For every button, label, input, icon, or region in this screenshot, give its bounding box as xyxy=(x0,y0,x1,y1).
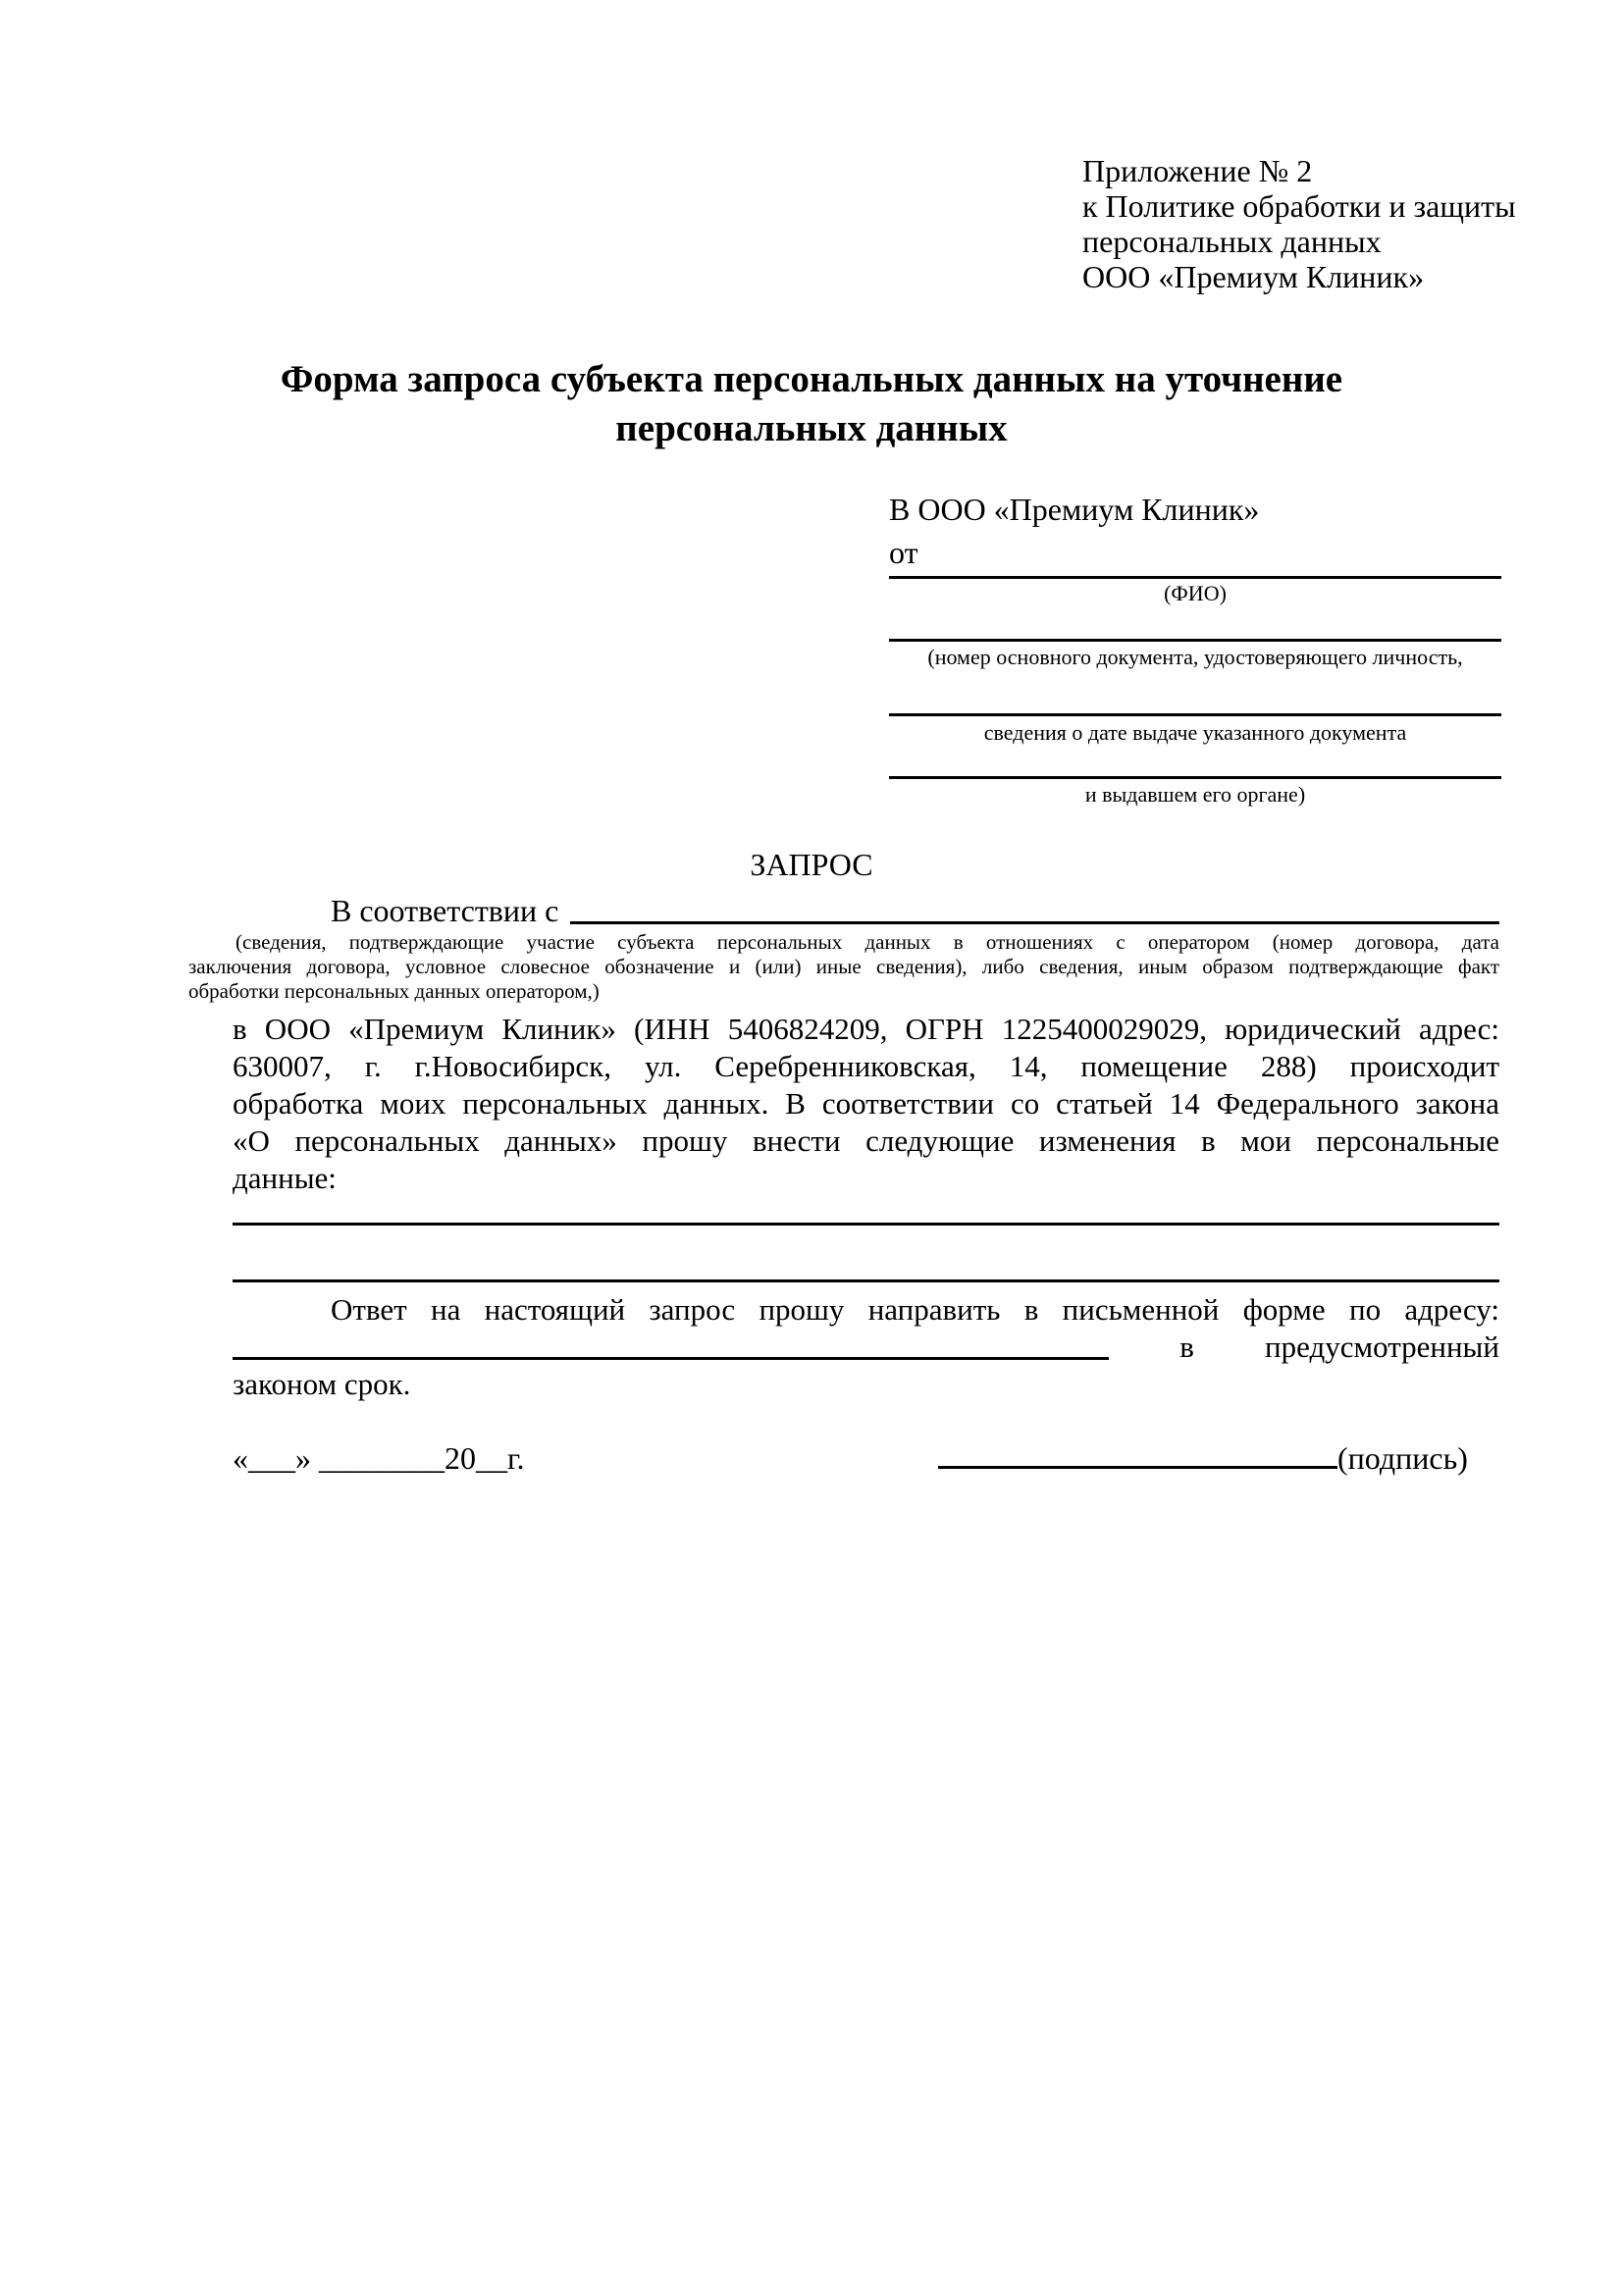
accordance-row xyxy=(233,893,1499,928)
signature-blank-line xyxy=(938,1466,1337,1469)
accordance-note-line: заключения договора, условное словесное обозначение и (или) иные сведения), либо сведения, иным образом подтверждающие факт xyxy=(188,955,1499,978)
appendix-line: к Политике обработки и защиты xyxy=(1082,188,1516,224)
reply-line-2 xyxy=(233,1329,1499,1366)
body-paragraph-line: данные: xyxy=(233,1161,337,1195)
reply-line-1: Ответ на настоящий запрос прошу направить в письменной форме по адресу: xyxy=(331,1292,1499,1327)
accordance-lead: В соответствии с xyxy=(331,893,559,928)
appendix-line: ООО «Премиум Клиник» xyxy=(1082,259,1425,294)
accordance-note-line: (сведения, подтверждающие участие субъекта персональных данных в отношениях с оператором (номер договора, дата xyxy=(236,930,1499,954)
signature-row xyxy=(938,1438,1468,1478)
addressee-from-label: от xyxy=(889,535,918,570)
date-blank: «___» ________20__г. xyxy=(233,1440,525,1476)
address-blank-line xyxy=(233,1357,1109,1360)
document-title: Форма запроса субъекта персональных данных на уточнение персональных данных xyxy=(280,358,1343,449)
appendix-header xyxy=(1082,153,1514,294)
issuing-authority-blank-line xyxy=(889,776,1501,779)
signature-caption: (подпись) xyxy=(1337,1440,1468,1476)
issuing-authority-caption: и выдавшем его органе) xyxy=(1084,782,1306,807)
accordance-note-line: обработки персональных данных оператором,) xyxy=(188,979,600,1003)
body-paragraph-line: «О персональных данных» прошу внести следующие изменения в мои персональные xyxy=(233,1123,1499,1158)
reply-word-v: в xyxy=(1179,1330,1194,1364)
appendix-line: Приложение № 2 xyxy=(1082,153,1313,188)
issue-date-caption: сведения о дате выдаче указанного документа xyxy=(983,720,1407,745)
accordance-note xyxy=(188,930,1499,1004)
body-paragraph-line: 630007, г. г.Новосибирск, ул. Серебренниковская, 14, помещение 288) происходит xyxy=(233,1049,1499,1083)
issue-date-blank-line xyxy=(889,713,1501,716)
request-heading: ЗАПРОС xyxy=(750,847,873,882)
body-paragraph-line: обработка моих персональных данных. В соответствии со статьей 14 Федерального закона xyxy=(233,1086,1499,1121)
body-paragraph-line: в ООО «Премиум Клиник» (ИНН 5406824209, ОГРН 1225400029029, юридический адрес: xyxy=(233,1012,1499,1046)
body-paragraph xyxy=(233,1011,1499,1197)
addressee-block xyxy=(889,491,1501,824)
doc-number-blank-line xyxy=(889,639,1501,642)
reply-line-3: законом срок. xyxy=(233,1367,411,1401)
accordance-blank-line xyxy=(570,893,1499,924)
changes-blank-line-2 xyxy=(233,1279,1499,1282)
reply-word-predusmotrennyj: предусмотренный xyxy=(1265,1330,1499,1364)
appendix-line: персональных данных xyxy=(1082,224,1382,259)
changes-blank-line-1 xyxy=(233,1223,1499,1226)
addressee-organization: В ООО «Премиум Клиник» xyxy=(889,492,1260,527)
doc-number-caption: (номер основного документа, удостоверяющего личность, xyxy=(927,645,1463,669)
fio-blank-line xyxy=(889,576,1501,579)
fio-caption: (ФИО) xyxy=(1164,581,1227,605)
